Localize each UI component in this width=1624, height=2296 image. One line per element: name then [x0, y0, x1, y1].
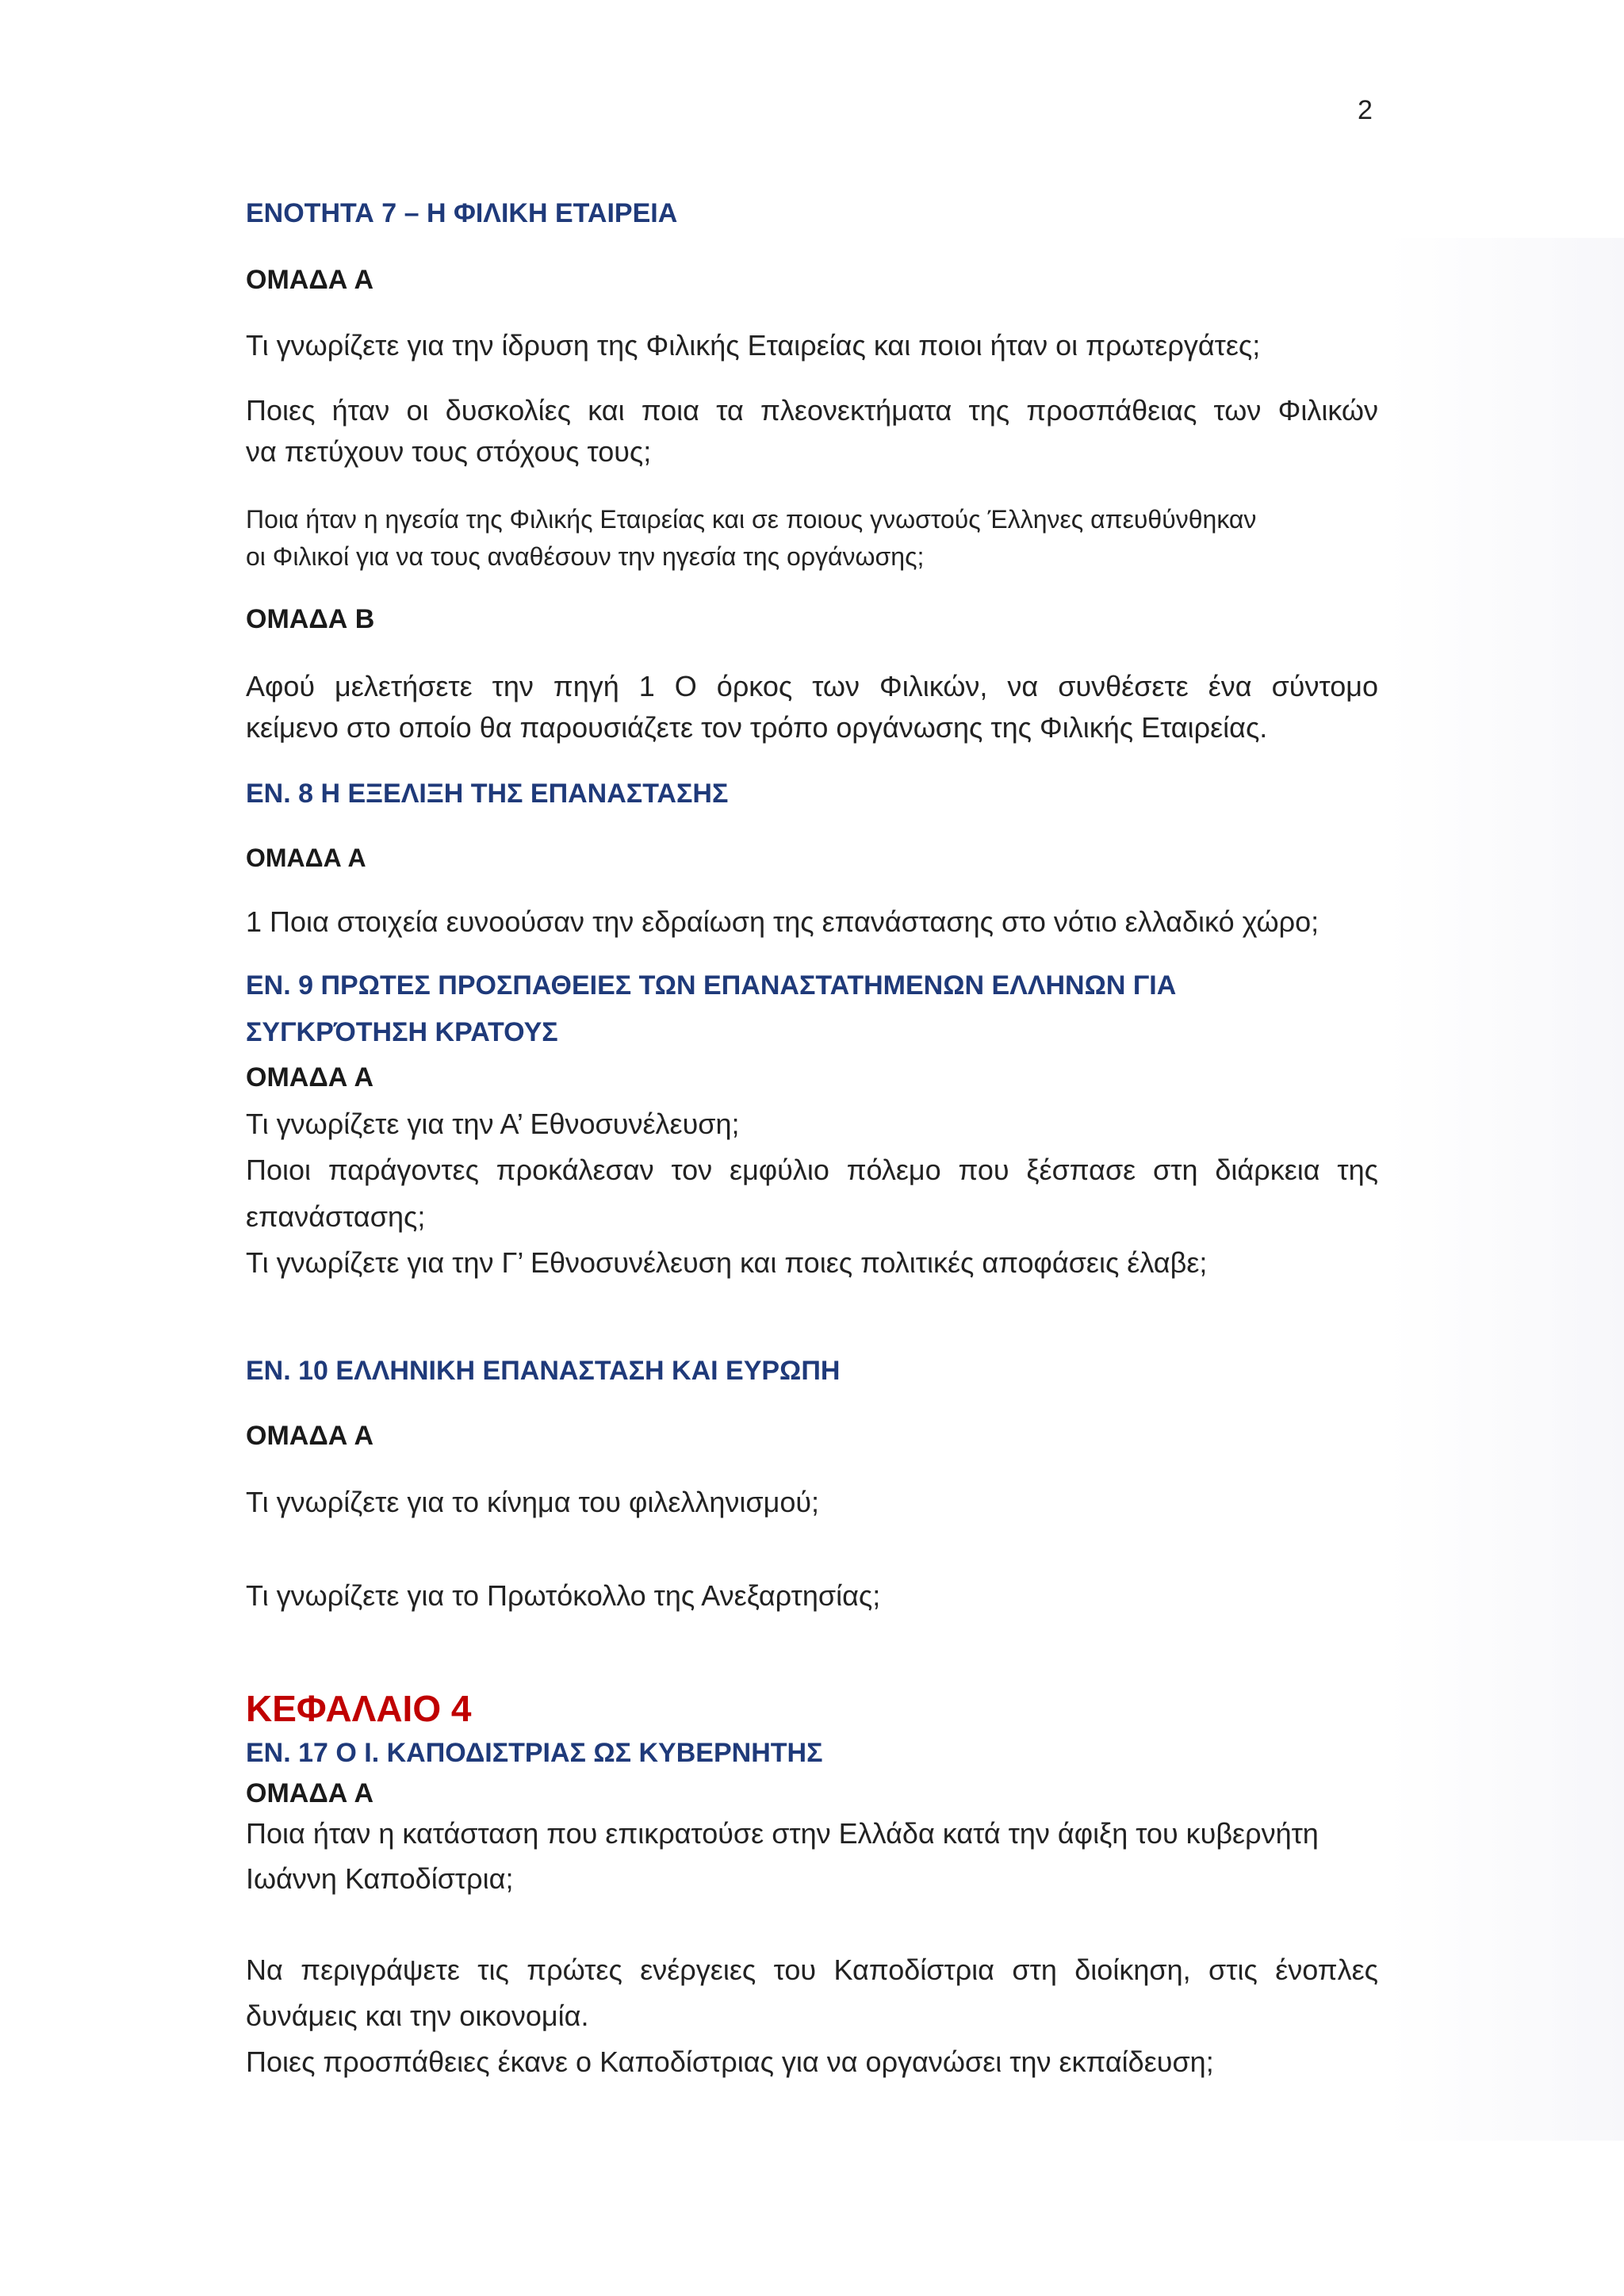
section-17-a-question-2-line-2: δυνάμεις και την οικονομία.	[246, 1999, 589, 2032]
section-9-a-question-1: Τι γνωρίζετε για την Α’ Εθνοσυνέλευση;	[246, 1108, 740, 1140]
section-8-a-question-1: 1 Ποια στοιχεία ευνοούσαν την εδραίωση της επανάστασης στο νότιο ελλαδικό χώρο;	[246, 905, 1320, 938]
section-7-a-question-3-line-1: Ποια ήταν η ηγεσία της Φιλικής Εταιρείας και σε ποιους γνωστούς Έλληνες απευθύνθηκαν	[246, 505, 1257, 534]
section-7-b-question-1-line-1: Αφού μελετήσετε την πηγή 1 Ο όρκος των Φιλικών, να συνθέσετε ένα σύντομο	[246, 670, 1378, 702]
page-shade	[1388, 238, 1624, 2141]
section-7-title: ΕΝΟΤΗΤΑ 7 – Η ΦΙΛΙΚΗ ΕΤΑΙΡΕΙΑ	[246, 198, 678, 228]
section-10-a-question-1: Τι γνωρίζετε για το κίνημα του φιλελληνισμού;	[246, 1486, 820, 1518]
section-9-a-question-2-line-1: Ποιοι παράγοντες προκάλεσαν τον εμφύλιο πόλεμο που ξέσπασε στη διάρκεια της	[246, 1154, 1378, 1186]
section-7-b-question-1-line-2: κείμενο στο οποίο θα παρουσιάζετε τον τρόπο οργάνωσης της Φιλικής Εταιρείας.	[246, 711, 1268, 744]
section-17-a-question-1-line-1: Ποια ήταν η κατάσταση που επικρατούσε στην Ελλάδα κατά την άφιξη του κυβερνήτη	[246, 1817, 1319, 1850]
section-9-a-question-3: Τι γνωρίζετε για την Γ’ Εθνοσυνέλευση και ποιες πολιτικές αποφάσεις έλαβε;	[246, 1246, 1208, 1279]
section-9-group-a: ΟΜΑΔΑ Α	[246, 1062, 374, 1093]
section-7-group-b: ΟΜΑΔΑ Β	[246, 604, 375, 634]
section-17-group-a: ΟΜΑΔΑ Α	[246, 1778, 374, 1808]
section-10-a-question-2: Τι γνωρίζετε για το Πρωτόκολλο της Ανεξαρτησίας;	[246, 1579, 881, 1612]
section-7-a-question-2-line-2: να πετύχουν τους στόχους τους;	[246, 435, 652, 468]
section-17-title: ΕΝ. 17 Ο Ι. ΚΑΠΟΔΙΣΤΡΙΑΣ ΩΣ ΚΥΒΕΡΝΗΤΗΣ	[246, 1738, 823, 1768]
section-9-title-line-2: ΣΥΓΚΡΌΤΗΣΗ ΚΡΑΤΟΥΣ	[246, 1017, 558, 1047]
page-number: 2	[1358, 95, 1373, 125]
section-9-title-line-1: ΕΝ. 9 ΠΡΩΤΕΣ ΠΡΟΣΠΑΘΕΙΕΣ ΤΩΝ ΕΠΑΝΑΣΤΑΤΗΜΕΝΩΝ ΕΛΛΗΝΩΝ ΓΙΑ	[246, 970, 1177, 1001]
section-17-a-question-1-line-2: Ιωάννη Καποδίστρια;	[246, 1862, 514, 1895]
section-9-a-question-2-line-2: επανάστασης;	[246, 1200, 426, 1233]
section-7-a-question-1: Τι γνωρίζετε για την ίδρυση της Φιλικής Εταιρείας και ποιοι ήταν οι πρωτεργάτες;	[246, 329, 1261, 362]
section-8-group-a: ΟΜΑΔΑ Α	[246, 844, 366, 872]
section-8-title: ΕΝ. 8 Η ΕΞΕΛΙΞΗ ΤΗΣ ΕΠΑΝΑΣΤΑΣΗΣ	[246, 779, 729, 809]
section-17-a-question-2-line-1: Να περιγράψετε τις πρώτες ενέργειες του Καποδίστρια στη διοίκηση, στις ένοπλες	[246, 1954, 1378, 1986]
chapter-4-title: ΚΕΦΑΛΑΙΟ 4	[246, 1688, 472, 1729]
section-17-a-question-3: Ποιες προσπάθειες έκανε ο Καποδίστριας για να οργανώσει την εκπαίδευση;	[246, 2045, 1214, 2078]
section-10-title: ΕΝ. 10 ΕΛΛΗΝΙΚΗ ΕΠΑΝΑΣΤΑΣΗ ΚΑΙ ΕΥΡΩΠΗ	[246, 1356, 841, 1386]
section-7-a-question-3-line-2: οι Φιλικοί για να τους αναθέσουν την ηγεσία της οργάνωσης;	[246, 542, 925, 571]
section-7-group-a: ΟΜΑΔΑ Α	[246, 265, 374, 295]
section-7-a-question-2-line-1: Ποιες ήταν οι δυσκολίες και ποια τα πλεονεκτήματα της προσπάθειας των Φιλικών	[246, 394, 1378, 427]
section-10-group-a: ΟΜΑΔΑ Α	[246, 1421, 374, 1451]
